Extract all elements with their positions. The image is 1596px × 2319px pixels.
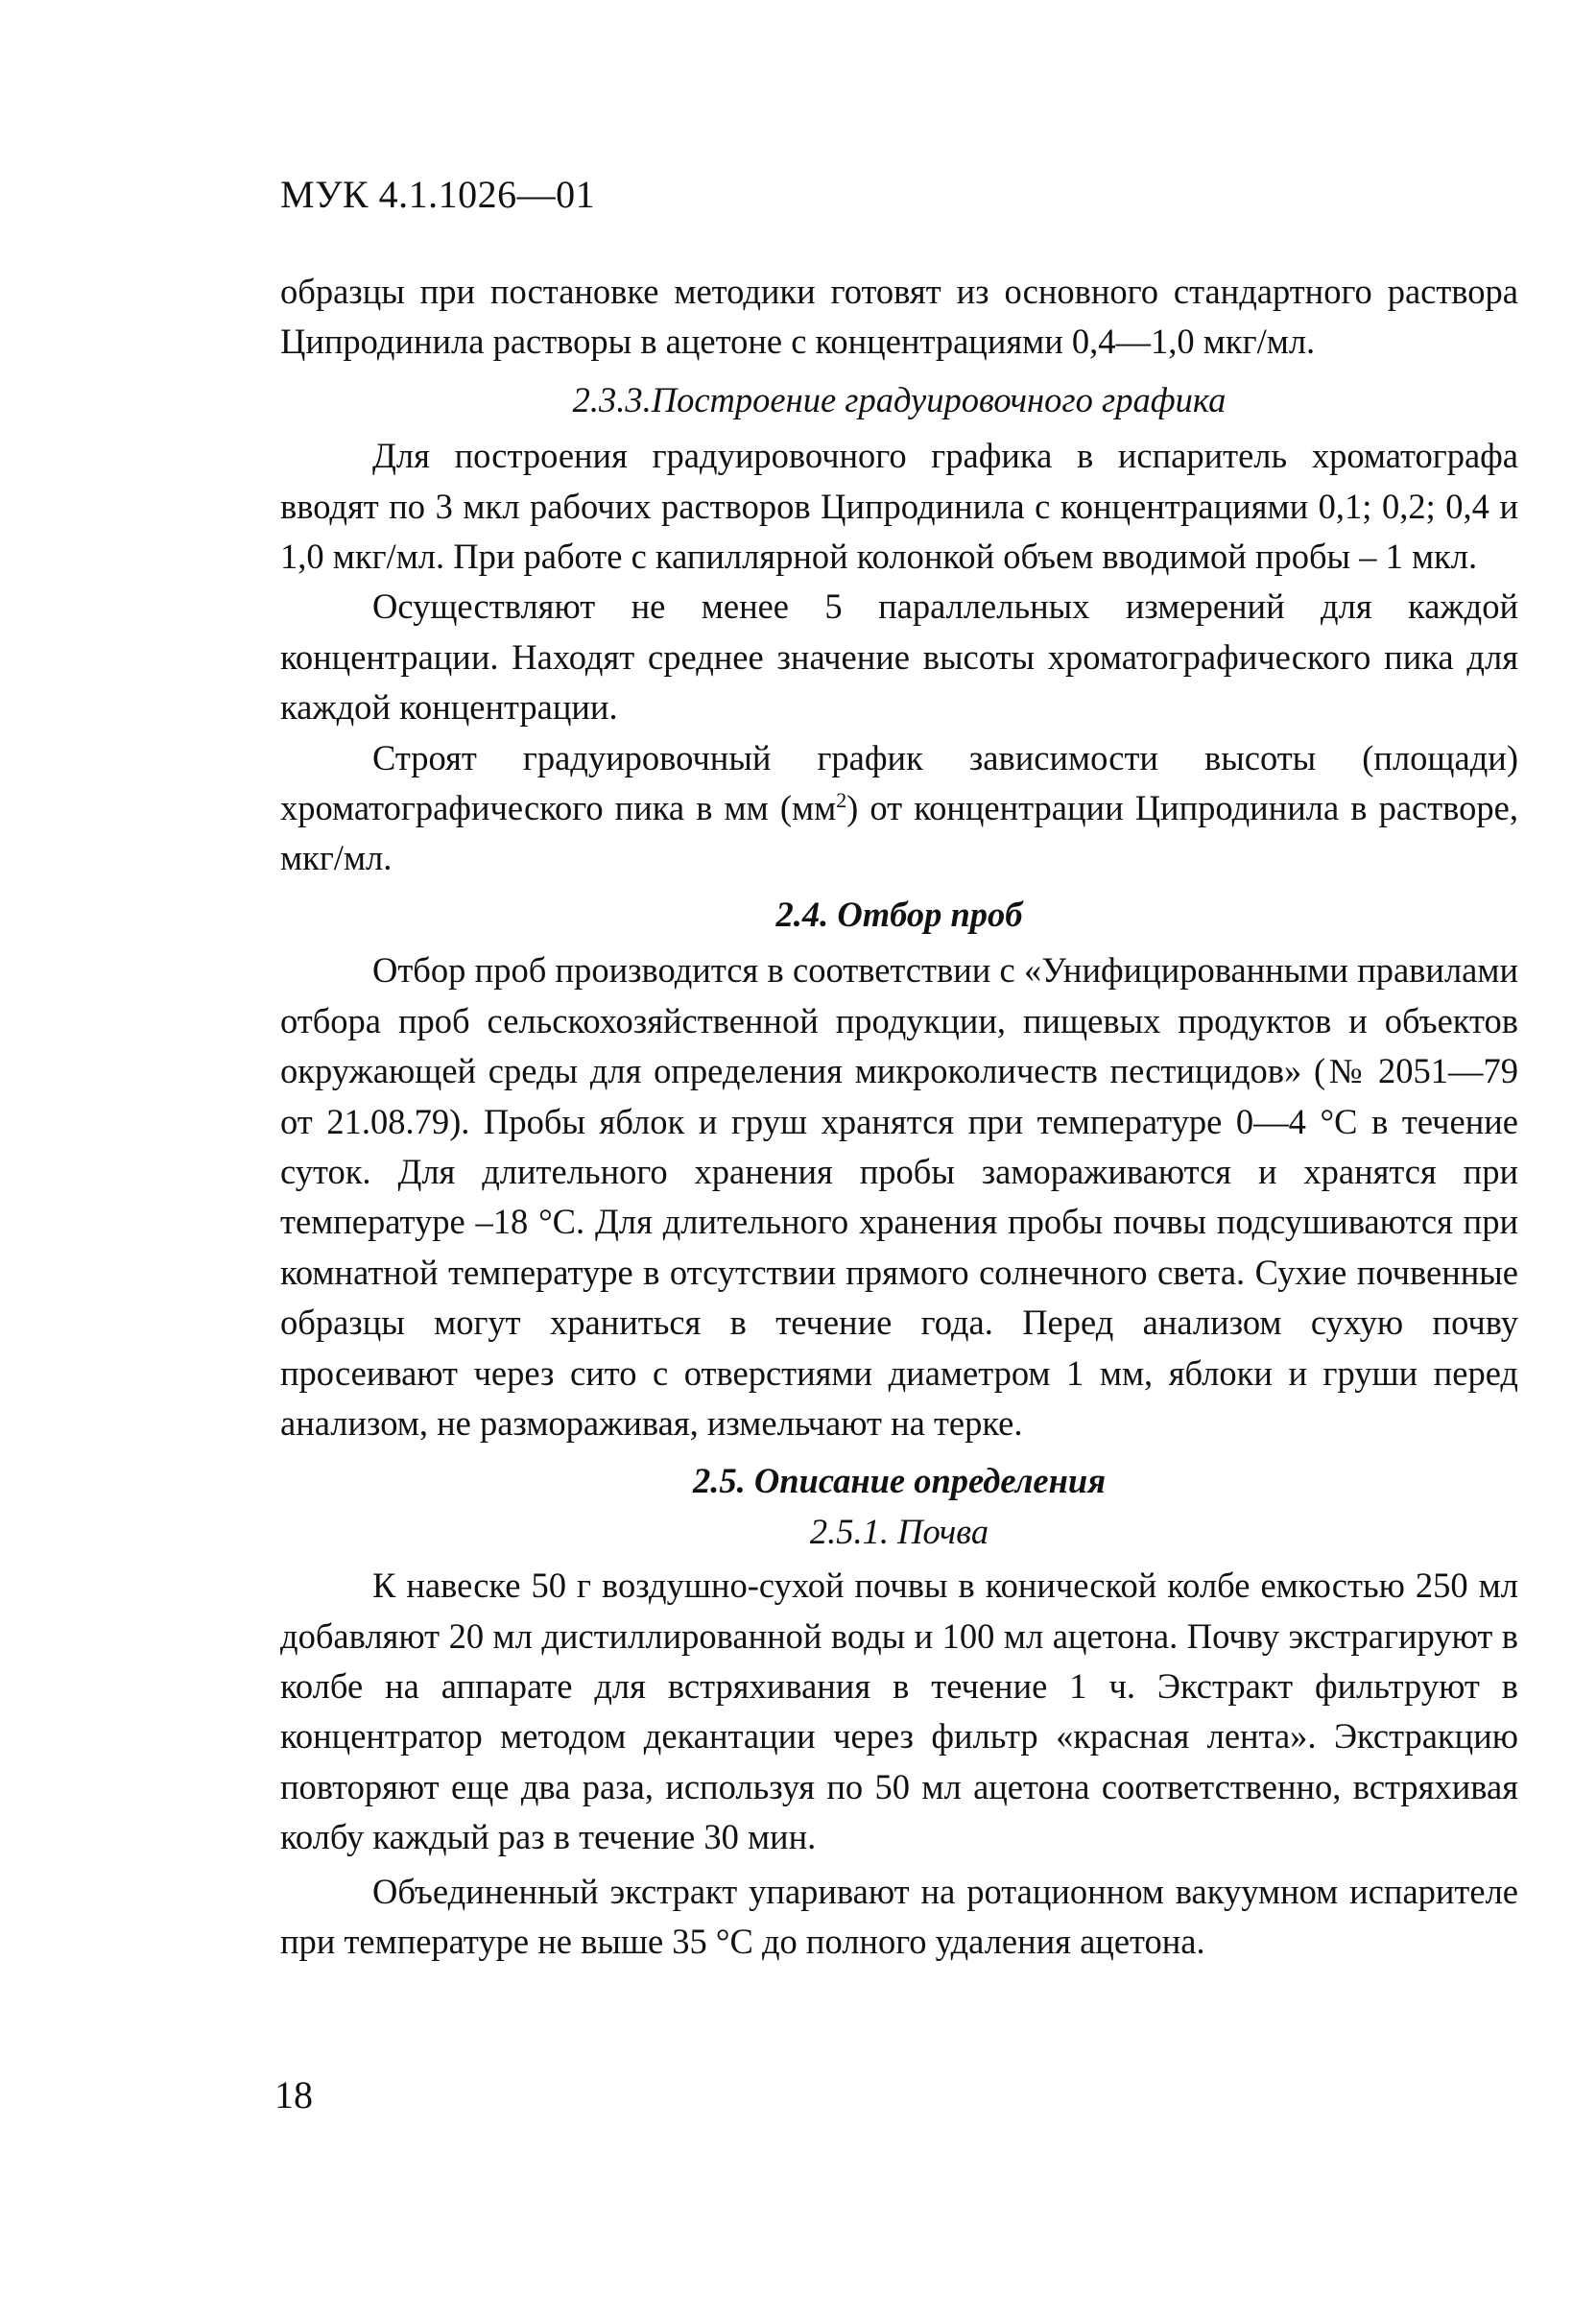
calibration-plot-text-start: Строят градуировочный график зависимости высоты (площади) хроматографического пика в мм (мм [280,737,1518,828]
paragraph-calibration-plot [280,733,1518,884]
document-code-header: МУК 4.1.1026—01 [280,173,596,216]
paragraph-sampling-rules: Отбор проб производится в соответствии с «Унифицированными правилами отбора проб сельскохозяйственной продукции, пищевых продуктов и объектов окружающей среды для определения микроколичеств пестицидов» (№ 2051—79 от 21.08.79). Пробы яблок и груш хранятся при температуре 0—4 °С в течение суток. Для длительного хранения пробы замораживаются и хранятся при температуре –18 °С. Для длительного хранения пробы почвы подсушиваются при комнатной температуре в отсутствии прямого солнечного света. Сухие почвенные образцы могут храниться в течение года. Перед анализом сухую почву просеивают через сито с отверстиями диаметром 1 мм, яблоки и груши перед анализом, не размораживая, измельчают на терке. [280,950,1518,1443]
heading-calibration-graph: 2.3.3.Построение градуировочного графика [572,379,1227,419]
paragraph-standards-continued: образцы при постановке методики готовят из основного стандартного раствора Ципродинила растворы в ацетоне с концентрациями 0,4—1,0 мкг/мл. [280,272,1518,362]
page-number: 18 [274,2073,313,2116]
heading-sampling: 2.4. Отбор проб [775,894,1023,934]
heading-soil: 2.5.1. Почва [809,1511,989,1551]
page-body [280,267,1518,1967]
paragraph-parallel-measurements: Осуществляют не менее 5 параллельных измерений для каждой концентрации. Находят среднее значение высоты хроматографического пика для каждой концентрации. [280,586,1518,728]
paragraph-calibration-procedure: Для построения градуировочного графика в испаритель хроматографа вводят по 3 мкл рабочих растворов Ципродинила с концентрациями 0,1; 0,2; 0,4 и 1,0 мкг/мл. При работе с капиллярной колонкой объем вводимой пробы – 1 мкл. [280,436,1518,577]
paragraph-soil-extraction: К навеске 50 г воздушно-сухой почвы в конической колбе емкостью 250 мл добавляют 20 мл дистиллированной воды и 100 мл ацетона. Почву экстрагируют в колбе на аппарате для встряхивания в течение 1 ч. Экстракт фильтруют в концентратор методом декантации через фильтр «красная лента». Экстракцию повторяют еще два раза, используя по 50 мл ацетона соответственно, встряхивая колбу каждый раз в течение 30 мин. [280,1566,1518,1857]
superscript-two: 2 [836,787,847,812]
paragraph-extract-evaporation: Объединенный экстракт упаривают на ротационном вакуумном испарителе при температуре не выше 35 °С до полного удаления ацетона. [280,1871,1518,1961]
calibration-plot-text-end: ) от концентрации Ципродинила в растворе, мкг/мл. [280,788,1518,878]
heading-determination-description: 2.5. Описание определения [692,1461,1106,1501]
